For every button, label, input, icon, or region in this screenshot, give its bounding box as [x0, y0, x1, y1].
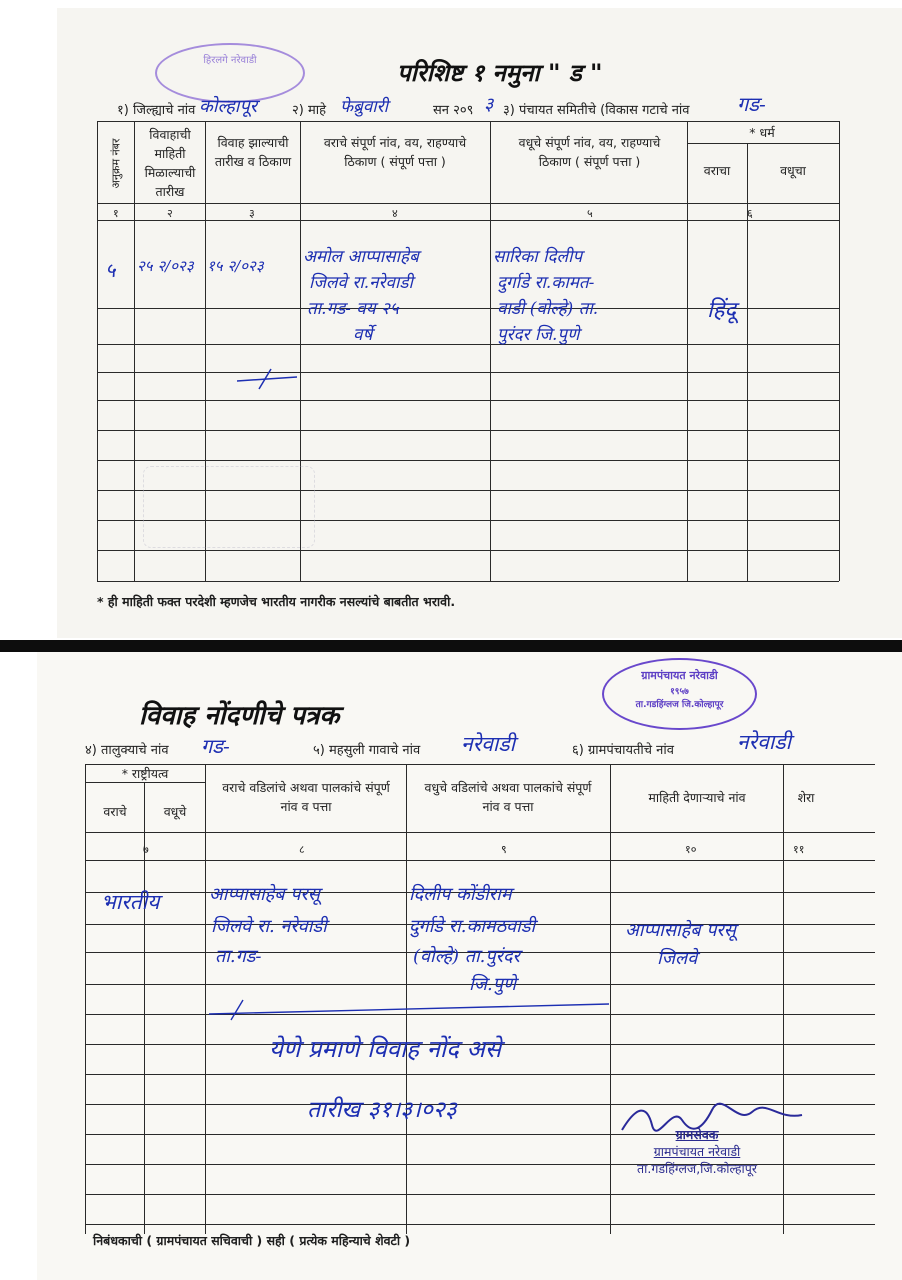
col-num-7: ७	[143, 843, 149, 856]
header-religion: * धर्म	[749, 125, 775, 140]
col-num-6: ६	[747, 207, 753, 220]
district-label: १) जिल्ह्याचे नांव	[117, 103, 196, 118]
samiti-value: गड-	[737, 92, 766, 116]
page-separator	[0, 640, 902, 652]
entry-groom-line-3: ता.गड- वय २५	[307, 299, 399, 319]
header-nat-groom: वराचे	[103, 804, 127, 819]
entry-groom-line-2: जिलवे रा.नरेवाडी	[309, 273, 413, 293]
form1-footnote: * ही माहिती फक्त परदेशी म्हणजेच भारतीय नागरीक नसल्यांचे बाबतीत भरावी.	[97, 594, 456, 609]
year-value: ३	[484, 94, 494, 115]
gp-label: ६) ग्रामपंचायतीचे नांव	[572, 743, 674, 758]
col-num-10: १०	[685, 843, 697, 856]
certification-date: तारीख ३१।३।०२३	[307, 1097, 457, 1123]
signature-stamp	[597, 1126, 797, 1177]
gp-stamp-line-3: ता.गडहिंग्लज जि.कोल्हापूर	[635, 700, 724, 710]
entry-info-date: २५ २/०२३	[137, 257, 194, 275]
faded-stamp-text: हिरलगे नरेवाडी	[203, 55, 257, 66]
taluka-label: ४) तालुक्याचे नांव	[85, 743, 169, 758]
header-info-date: विवाहाची माहिती मिळाल्याची तारीख	[144, 127, 196, 199]
gp-value: नरेवाडी	[737, 730, 792, 754]
cross-mark	[237, 363, 297, 393]
gp-stamp-line-1: ग्रामपंचायत नरेवाडी	[641, 669, 718, 682]
entry-groom-parent-line-3: ता.गड-	[215, 946, 262, 967]
header-bride: वधूचे संपूर्ण नांव, वय, राहण्याचे ठिकाण ( संपूर्ण पत्ता )	[518, 135, 661, 169]
entry-nationality: भारतीय	[101, 890, 160, 914]
form-sheet-1	[57, 8, 902, 638]
header-groom-parent: वराचे वडिलांचे अथवा पालकांचे संपूर्ण नांव व पत्ता	[222, 780, 390, 814]
header-religion-bride: वधूचा	[780, 163, 806, 178]
faded-stamp-bottom	[143, 466, 315, 548]
entry-groom-line-1: अमोल आप्पासाहेब	[303, 247, 419, 267]
gp-stamp-line-2: १९५७	[670, 687, 689, 697]
col-num-9: ९	[501, 843, 507, 856]
entry-bride-line-3: वाडी (वोल्हे) ता.	[497, 299, 599, 319]
entry-groom-line-4: वर्षे	[353, 325, 373, 345]
header-religion-groom: वराचा	[703, 163, 731, 178]
gp-round-stamp	[602, 658, 757, 730]
entry-informant-line-1: आप्पासाहेब परसू	[625, 920, 736, 941]
header-remarks: शेरा	[797, 790, 815, 805]
header-marriage-date: विवाह झाल्याची तारीख व ठिकाण	[214, 135, 292, 169]
form-sheet-2	[37, 652, 902, 1280]
month-value: फेब्रुवारी	[340, 97, 389, 117]
taluka-value: गड-	[201, 734, 230, 758]
year-label: सन २०९	[433, 103, 474, 118]
col-num-3: ३	[249, 207, 255, 220]
col-num-2: २	[167, 207, 173, 220]
col-num-1: १	[113, 207, 119, 220]
village-label: ५) महसुली गावाचे नांव	[313, 743, 421, 758]
form2-footnote: निबंधकाची ( ग्रामपंचायत सचिवाची ) सही ( प्रत्येक महिन्याचे शेवटी )	[93, 1233, 411, 1248]
header-informant: माहिती देणाऱ्याचे नांव	[648, 790, 746, 805]
certification-text: येणे प्रमाणे विवाह नोंद असे	[269, 1035, 502, 1063]
entry-religion: हिंदू	[707, 298, 737, 323]
entry-informant-line-2: जिलवे	[657, 948, 698, 969]
entry-serial: ५	[105, 258, 116, 282]
entry-bride-parent-line-2: दुर्गाडे रा.कामठवाडी	[409, 916, 536, 937]
header-groom: वराचे संपूर्ण नांव, वय, राहण्याचे ठिकाण ( संपूर्ण पत्ता )	[323, 135, 467, 169]
header-serial: अनुक्रम नंबर	[109, 138, 123, 189]
cross-mark-2	[209, 992, 629, 1022]
signature-stamp-line-3: ता.गडहिंग्लज,जि.कोल्हापूर	[637, 1161, 757, 1176]
entry-bride-line-2: दुर्गाडे रा.कामत-	[497, 273, 595, 293]
header-nat-bride: वधूचे	[163, 804, 187, 819]
entry-bride-line-4: पुरंदर जि.पुणे	[497, 325, 580, 345]
entry-groom-parent-line-1: आप्पासाहेब परसू	[209, 884, 320, 905]
samiti-label: ३) पंचायत समितीचे (विकास गटाचे नांव	[503, 103, 690, 118]
entry-groom-parent-line-2: जिलवे रा. नरेवाडी	[211, 916, 327, 937]
entry-marriage-date: १५ २/०२३	[207, 257, 264, 275]
col-num-5: ५	[587, 207, 593, 220]
col-num-8: ८	[299, 843, 305, 856]
signature-stamp-line-1: ग्रामसेवक	[675, 1127, 719, 1142]
form1-title: परिशिष्ट १ नमुना " ड "	[397, 59, 603, 87]
entry-bride-parent-line-4: जि.पुणे	[469, 974, 516, 995]
village-value: नरेवाडी	[461, 732, 516, 756]
month-label: २) माहे	[292, 103, 327, 118]
entry-bride-parent-line-1: दिलीप कोंडीराम	[409, 884, 512, 905]
form2-title: विवाह नोंदणीचे पत्रक	[139, 701, 340, 731]
entry-bride-line-1: सारिका दिलीप	[493, 247, 583, 267]
col-num-4: ४	[392, 207, 398, 220]
header-bride-parent: वधुचे वडिलांचे अथवा पालकांचे संपूर्ण नांव व पत्ता	[424, 780, 592, 814]
district-value: कोल्हापूर	[199, 96, 258, 117]
entry-bride-parent-line-3: (वोल्हे) ता.पुरंदर	[413, 946, 520, 967]
signature-stamp-line-2: ग्रामपंचायत नरेवाडी	[653, 1144, 741, 1159]
col-num-11: ११	[793, 843, 805, 856]
header-nationality: * राष्ट्रीयत्व	[121, 766, 169, 781]
